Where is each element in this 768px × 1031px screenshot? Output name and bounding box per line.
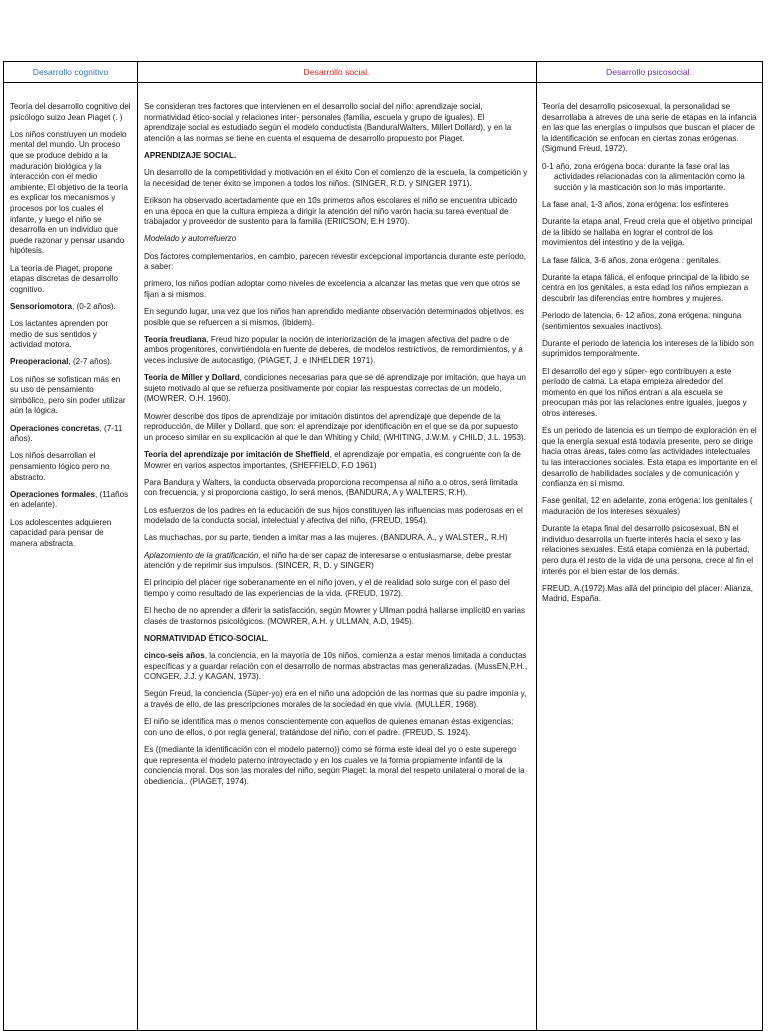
bold-term: Sensoriomotora xyxy=(10,301,73,311)
social-paragraph xyxy=(144,506,528,527)
social-paragraph xyxy=(144,651,528,683)
paragraph-text: Los niños se sofistican más en su uso de pensamiento simbólico, pero sin poder utilizar aún la lógica. xyxy=(10,374,126,416)
paragraph-text: , el niño ha de ser capaz de interesarse o entusiasmarse, debe prestar atención y de reprimir sus impulsos. (SINCER, R, D. y SINGER) xyxy=(144,550,512,571)
paragraph-text: , el aprendizaje por empatía, es congruente con la de Mowrer en varios aspectos importantes, (SHEFFIELD, F.D 1961) xyxy=(144,449,521,470)
social-paragraph xyxy=(144,689,528,710)
paragraph-text: Dos factores complementarios, en cambio, parecen revestir excepcional importancia durante este período, a saber: xyxy=(144,251,526,272)
paragraph-text: Es un periodo de latencia es un tiempo de exploración en el que la energía sexual está todavía presente, pero se dirige hacia otras áreas, tales como las actividades intelectuales tu las interacciones sociales. Esta etapa es importante en el desarrollo de habilidades sociales y de comunicación y confianza en sí mismo. xyxy=(542,426,758,489)
paragraph-text: Durante la etapa anal, Freud creía que el objetivo principal de la libido se hallaba en lograr el control de los movimientos del intestino y de la vejiga. xyxy=(542,217,753,248)
paragraph-text: Teoría del desarrollo psicosexual, la personalidad se desarrollaba a atreves de una serie de etapas en la infancia en las que las energías o impulsos que buscan el placer de la identificación se enfocan en ciertas zonas erógenas. (Sigmund Freud, 1972). xyxy=(542,102,757,154)
social-paragraph xyxy=(144,606,528,627)
social-paragraph xyxy=(144,450,528,471)
column-heading-social: Desarrollo social. xyxy=(303,67,370,77)
header-divider xyxy=(4,82,762,83)
psychosocial-paragraph xyxy=(542,426,758,490)
cognitive-paragraph xyxy=(10,302,131,313)
social-paragraph xyxy=(144,578,528,599)
social-paragraph xyxy=(144,279,528,300)
paragraph-text: Durante la etapa fálica, el enfoque principal de la libido se centra en los genitales, a esta edad los niños empiezan a descubrir las diferencias entre hombres y mujeres. xyxy=(542,272,750,303)
psychosocial-paragraph xyxy=(542,273,758,305)
cognitive-paragraph xyxy=(10,319,131,351)
paragraph-text: Durante el periodo de latencia los intereses de la libido son suprimidos temporalmente. xyxy=(542,338,754,359)
paragraph-text: Los lactantes aprenden por medio de sus sentidos y actividad motora. xyxy=(10,319,109,350)
paragraph-text: El niño se identifica mas o menos conscientemente con aquellos de quienes emanan éstas exigencias; con uno de ellos, o por regla general, tratándose del niño, con el padre. (FREUD, S. 1924). xyxy=(144,717,514,737)
psychosocial-paragraph xyxy=(542,496,758,517)
italic-term: Modelado y autorrefuerzo xyxy=(144,234,237,244)
cognitive-paragraph xyxy=(10,451,131,483)
paragraph-text: , (7-11 años). xyxy=(10,423,123,444)
bold-term: Teoría de Miller y Dollard xyxy=(144,373,240,383)
paragraph-text: Es ((mediante la identificación con el modelo paterno)) como se forma este ideal del yo o este superego que representa el modelo paterno introyectado y en los cuales ve la forma propiamente infantil de la conciencia moral. Dos son las morales del niño, según Piaget: la moral del respeto unilateral o moral de la obediencia.. (PIAGET, 1974). xyxy=(144,744,525,786)
social-paragraph xyxy=(144,307,528,328)
paragraph-text: , (11años en adelante). xyxy=(10,489,129,510)
cognitive-paragraph xyxy=(10,357,131,368)
bold-term: Preoperacional xyxy=(10,357,69,367)
paragraph-text: Fase genital, 12 en adelante, zona erógena: los genitales ( maduración de los intereses sexuales) xyxy=(542,496,753,516)
social-paragraph xyxy=(144,745,528,787)
paragraph-text: Para Bandura y Walters, la conducta observada proporciona recompensa al niño a o otros, será limitada con frecuencia, y si proporciona castigo, lo será menos, (BANDURA, A y WALTERS, R.H). xyxy=(144,477,518,498)
psychosocial-paragraph xyxy=(542,367,758,420)
psychosocial-paragraph xyxy=(542,256,758,267)
bold-term: APRENDIZAJE SOCIAL. xyxy=(144,150,237,160)
paragraph-text: El desarrollo del ego y súper- ego contribuyen a este período de calma. La etapa empieza alrededor del momento en que los niños entran a ala escuela se preocupan más por las relaciones entre iguales, juegos y otros intereses. xyxy=(542,366,747,418)
social-paragraph xyxy=(144,373,528,405)
social-paragraph xyxy=(144,412,528,444)
psychosocial-paragraph xyxy=(542,584,758,605)
bold-term: Operaciones formales xyxy=(10,489,96,499)
column-heading-psychosocial: Desarrollo psicosocial. xyxy=(606,67,692,77)
column-body-psychosocial xyxy=(542,102,758,611)
social-paragraph xyxy=(144,196,528,228)
paragraph-text: Mowrer describe dos tipos de aprendizaje por imitación distintos del aprendizaje que depende de la reproducción, de Miller y Dollard, que son: el aprendizaje por identificación en el que se da por supuesto un proceso similar en su explicación al que le dan Whiting y Child, (WHITING, J.W.M. y CHILD, J.L. 1953). xyxy=(144,411,526,442)
cognitive-paragraph xyxy=(10,424,131,445)
paragraph-text: El principio del placer rige soberanamente en el niño joven, y el de realidad solo surge con el paso del tiempo y como resultado de las experiencias de la vida. (FREUD, 1972). xyxy=(144,578,510,598)
psychosocial-paragraph xyxy=(542,102,758,155)
paragraph-text: 0-1 año, zona erógena boca: durante la fase oral las actividades relacionadas con la alimentación como la succión y la masticación son lo más importante. xyxy=(542,161,745,192)
paragraph-text: Periodo de latencia, 6- 12 años, zona erógena: ninguna (sentimientos sexuales inactivos). xyxy=(542,311,742,331)
paragraph-text: , la conciencia, en la mayoría de 10s niños, comienza a estar menos limitada a conductas específicas y a guardar relación con el desarrollo de normas abstractas mas generalizadas. (MussEN,P.H., CONGER, J.J. y KAGAN, 1973). xyxy=(144,651,528,682)
paragraph-text: La fase anal, 1-3 años, zona erógena: los esfínteres xyxy=(542,199,729,209)
bold-term: Teoría del aprendizaje por imitación de Sheffield xyxy=(144,449,330,459)
paragraph-text: La teoría de Piaget, propone etapas discretas de desarrollo cognitivo. xyxy=(10,263,118,294)
bold-term: Operaciones concretas xyxy=(10,423,100,433)
comparison-table xyxy=(3,61,763,1031)
paragraph-text: El hecho de no aprender a diferir la satisfacción, según Mowrer y Ullman podrá hallarse implícit0 en varias clases de trastornos psicológicos. (MOWRER, A.H. y ULLMAN, A.D, 1945). xyxy=(144,606,526,626)
bold-term: cinco-seis años xyxy=(144,651,205,661)
paragraph-text: primero, los niños podían adoptar como niveles de excelencia a alcanzar las metas que ven que otros se fijan a si mismos. xyxy=(144,279,521,299)
social-paragraph xyxy=(144,478,528,499)
psychosocial-paragraph xyxy=(542,162,758,194)
paragraph-text: Un desarrollo de la competitividad y motivación en el éxito Con el comienzo de la escuela, la competición y la necesidad de tener éxito se imponen a todos los niños. (SINGER, R.D. y SINGER 1971). xyxy=(144,168,528,188)
column-divider-1 xyxy=(137,62,138,1030)
paragraph-text: Se consideran tres factores que intervienen en el desarrollo social del niño: aprendizaje social, normatividad ético-social y relaciones inter- personales (familia, escuela y grupo de iguales). El aprendizaje social es estudiado según el modelo conductista (BanduraIWalters, Millerl Dollard), y en la atención a las normas se tiene en cuenta el esquema de desarrollo propuesto por Piaget. xyxy=(144,102,512,143)
paragraph-text: Las muchachas, por su parte, tienden a imitar mas a las mujeres. (BANDURA, A., y WALSTER,, R.H) xyxy=(144,533,508,543)
paragraph-text: En segundo lugar, una vez que los niños han aprendido mediante observación determinados objetivos, es posible que se refuercen a si mismos, (Ibidem). xyxy=(144,307,524,327)
cognitive-paragraph xyxy=(10,375,131,417)
cognitive-paragraph xyxy=(10,490,131,511)
psychosocial-paragraph xyxy=(542,217,758,249)
paragraph-text: , (2-7 años). xyxy=(68,357,113,367)
social-paragraph xyxy=(144,151,528,162)
paragraph-text: Erikson ha observado acertadamente que en 10s primeros años escolares el niño se encuentra ubicado en una época en que la cultura empieza a dirigir la atención del niño varón hacia su tarea eventual de trabajador y proveedor de sustento para la familia (ERIICSON, E.H 1970). xyxy=(144,195,517,227)
paragraph-text: Teoría del desarrollo cognitivo del psicólogo suizo Jean Piaget (. ) xyxy=(10,102,131,122)
paragraph-text: Los esfuerzos de los padres en la educación de sus hijos constituyen las influencias mas poderosas en el modelado de la conducta social, intelectual y afectiva del niño, (FREUD, 1954). xyxy=(144,505,523,526)
psychosocial-paragraph xyxy=(542,339,758,360)
paragraph-text: Según Freud, la conciencia (Súper-yo) era en el niño una adopción de las normas que su padre imponía y, a través de ello, de las prescripciones morales de la sociedad en que vivía. (MULLER, 1968). xyxy=(144,689,527,709)
paragraph-text: , Freud hizo popular la noción de interiorización de la imagen afectiva del padre o de ambos progenitores, convirtiéndola en fuente de deberes, de modelos restrictivos, de remordimientos, y a veces inclusive de autocastigo, (PIAGET, J. e INHELDER 1971). xyxy=(144,334,523,366)
social-paragraph xyxy=(144,252,528,273)
column-divider-2 xyxy=(536,62,537,1030)
paragraph-text: Los niños construyen un modelo mental del mundo. Un proceso que se produce debido a la maduración biológica y la interacción con el medio ambiente. El objetivo de la teoría es explicar los mecanismos y procesos por los cuales el infante, y luego el niño se desarrolla en un individuo que puede razonar y pensar usando hipótesis. xyxy=(10,129,128,256)
social-paragraph xyxy=(144,717,528,738)
social-paragraph xyxy=(144,634,528,645)
cognitive-paragraph xyxy=(10,130,131,257)
paragraph-text: , condiciones necesarias para que se dé aprendizaje por imitación, que haya un sujeto motivado al que se refuerza positivamente por copiar las respuestas correctas de un modelo, (MOWRER, O.H. 1960). xyxy=(144,373,526,404)
cognitive-paragraph xyxy=(10,518,131,550)
italic-term: Aplazomiento de la gratificación xyxy=(144,550,259,560)
paragraph-text: FREUD, A.(1972).Mas allá del principio del placer: Alianza, Madrid, España. xyxy=(542,583,753,604)
social-paragraph xyxy=(144,102,528,144)
social-paragraph xyxy=(144,533,528,544)
paragraph-text: Durante la etapa final del desarrollo psicosexual, BN el individuo desarrolla un fuerte interés hacia el sexo y las relaciones sexuales. Está etapa comienza en la pubertad, pero dura el resto de la vida de una persona, crece al fin el interés por el bien estar de los demás. xyxy=(542,524,754,576)
bold-term: Teoría freudiana xyxy=(144,334,207,344)
column-heading-cognitive: Desarrollo cognitivo xyxy=(32,67,109,77)
paragraph-text: , (0-2 años). xyxy=(72,301,116,311)
column-body-social xyxy=(144,102,528,794)
bold-term: NORMATIVIDAD ÉTICO-SOCIAL xyxy=(144,633,267,643)
column-body-cognitive xyxy=(10,102,131,556)
cognitive-paragraph xyxy=(10,264,131,296)
psychosocial-paragraph xyxy=(542,311,758,332)
cognitive-paragraph xyxy=(10,102,131,123)
social-paragraph xyxy=(144,168,528,189)
social-paragraph xyxy=(144,335,528,367)
social-paragraph xyxy=(144,234,528,245)
paragraph-text: . xyxy=(266,633,269,643)
paragraph-text: Los niños desarrollan el pensamiento lógico pero no abstracto. xyxy=(10,451,110,482)
psychosocial-paragraph xyxy=(542,524,758,577)
psychosocial-paragraph xyxy=(542,200,758,211)
paragraph-text: La fase fálica, 3-6 años, zona erógena : genitales. xyxy=(542,255,722,265)
social-paragraph xyxy=(144,551,528,572)
paragraph-text: Los adolescentes adquieren capacidad para pensar de manera abstracta. xyxy=(10,517,112,548)
